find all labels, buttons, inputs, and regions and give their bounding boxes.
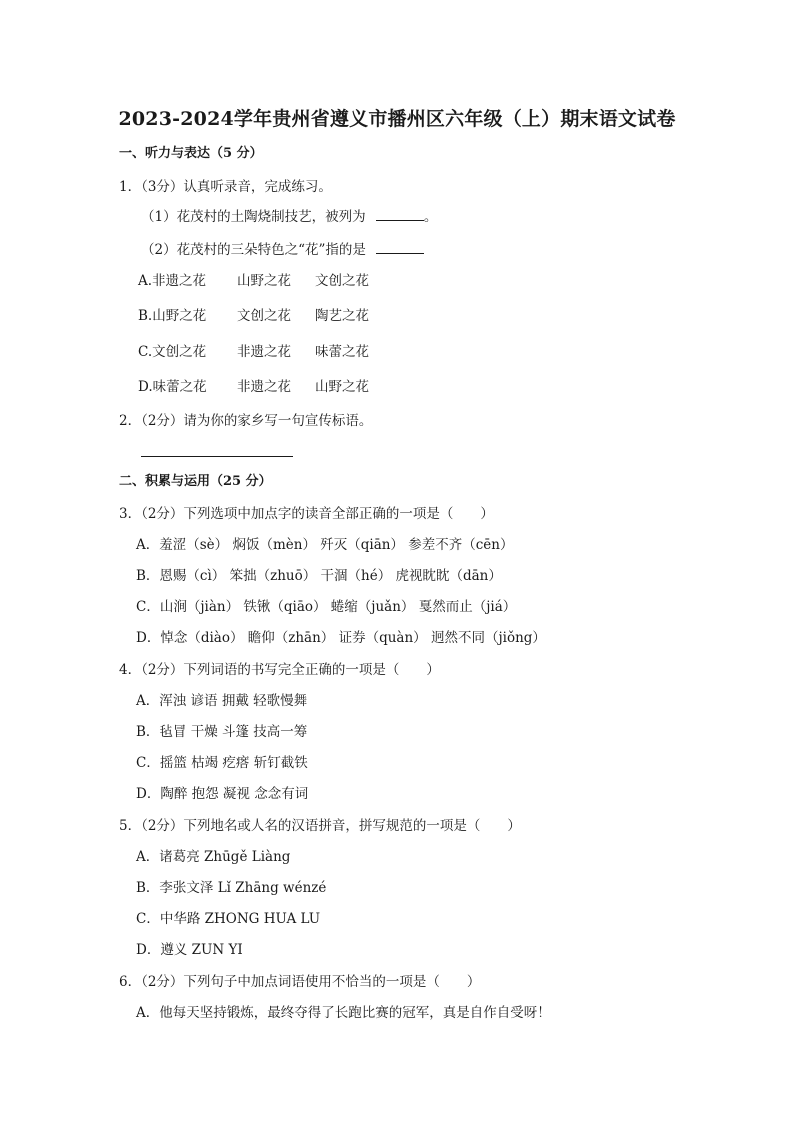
q1-option-d[interactable] (138, 378, 369, 396)
q4-option-a[interactable]: A．浑浊 谚语 拥戴 轻歌慢舞 (136, 693, 308, 709)
q4-option-b[interactable]: B．毡冒 干燥 斗篷 技高一筹 (136, 724, 308, 740)
q1-option-b-3: 陶艺之花 (315, 308, 369, 324)
q4-option-d[interactable]: D．陶醉 抱怨 凝视 念念有词 (136, 786, 309, 802)
q1-option-b-1: B.山野之花 (138, 308, 207, 324)
q1-sub2-text: （2）花茂村的三朵特色之“花”指的是 (141, 242, 366, 258)
q1-sub1-text: （1）花茂村的土陶烧制技艺，被列为 (141, 209, 366, 225)
section-1-heading: 一、听力与表达（5 分） (119, 146, 263, 161)
q2-stem: 2．（2分）请为你的家乡写一句宣传标语。 (119, 413, 373, 429)
q1-sub1 (141, 208, 437, 226)
exam-title: 2023-2024学年贵州省遵义市播州区六年级（上）期末语文试卷 (118, 108, 676, 130)
q5-option-b[interactable]: B．李张文泽 Lǐ Zhāng wénzé (136, 880, 327, 896)
q1-option-a[interactable] (138, 272, 369, 290)
q4-option-c[interactable]: C．摇篮 枯竭 疙瘩 斩钉截铁 (136, 755, 308, 771)
section-2-heading: 二、积累与运用（25 分） (119, 474, 272, 489)
q1-option-c-2: 非遗之花 (237, 344, 291, 360)
q4-stem: 4．（2分）下列词语的书写完全正确的一项是（ ） (119, 662, 440, 678)
q5-option-d[interactable]: D．遵义 ZUN YI (136, 942, 243, 958)
q6-stem: 6．（2分）下列句子中加点词语使用不恰当的一项是（ ） (119, 974, 481, 990)
q5-option-c[interactable]: C．中华路 ZHONG HUA LU (136, 911, 321, 927)
q1-option-d-3: 山野之花 (315, 379, 369, 395)
q1-option-d-1: D.味蕾之花 (138, 379, 207, 395)
q1-sub2-blank[interactable] (376, 241, 424, 254)
q1-option-b-2: 文创之花 (237, 308, 291, 324)
q1-sub1-end: 。 (423, 209, 438, 225)
q1-option-a-3: 文创之花 (315, 273, 369, 289)
q1-option-d-2: 非遗之花 (237, 379, 291, 395)
q1-option-c[interactable] (138, 343, 369, 361)
q6-option-a[interactable]: A．他每天坚持锻炼，最终夺得了长跑比赛的冠军，真是自作自受呀！ (136, 1005, 551, 1021)
q5-stem: 5．（2分）下列地名或人名的汉语拼音，拼写规范的一项是（ ） (119, 818, 521, 834)
q1-option-c-1: C.文创之花 (138, 344, 207, 360)
q1-stem: 1．（3分）认真听录音，完成练习。 (119, 179, 332, 195)
q3-option-a[interactable]: A．羞涩（sè） 焖饭（mèn） 歼灭（qiān） 参差不齐（cēn） (136, 537, 514, 553)
q2-answer-line[interactable] (141, 456, 293, 457)
q1-option-c-3: 味蕾之花 (315, 344, 369, 360)
q1-sub2 (141, 241, 424, 259)
q3-option-d[interactable]: D．悼念（diào） 瞻仰（zhān） 证券（quàn） 迥然不同（jiǒng） (136, 630, 546, 646)
q1-option-b[interactable] (138, 307, 369, 325)
q1-sub1-blank[interactable] (376, 208, 424, 221)
q3-option-c[interactable]: C．山涧（jiàn） 铁锹（qiāo） 蜷缩（juǎn） 戛然而止（jiá） (136, 599, 517, 615)
q1-option-a-1: A.非遗之花 (138, 273, 207, 289)
q5-option-a[interactable]: A．诸葛亮 Zhūgě Liàng (136, 849, 291, 865)
q3-option-b[interactable]: B．恩赐（cì） 笨拙（zhuō） 干涸（hé） 虎视眈眈（dān） (136, 568, 502, 584)
q1-option-a-2: 山野之花 (237, 273, 291, 289)
q3-stem: 3．（2分）下列选项中加点字的读音全部正确的一项是（ ） (119, 506, 494, 522)
